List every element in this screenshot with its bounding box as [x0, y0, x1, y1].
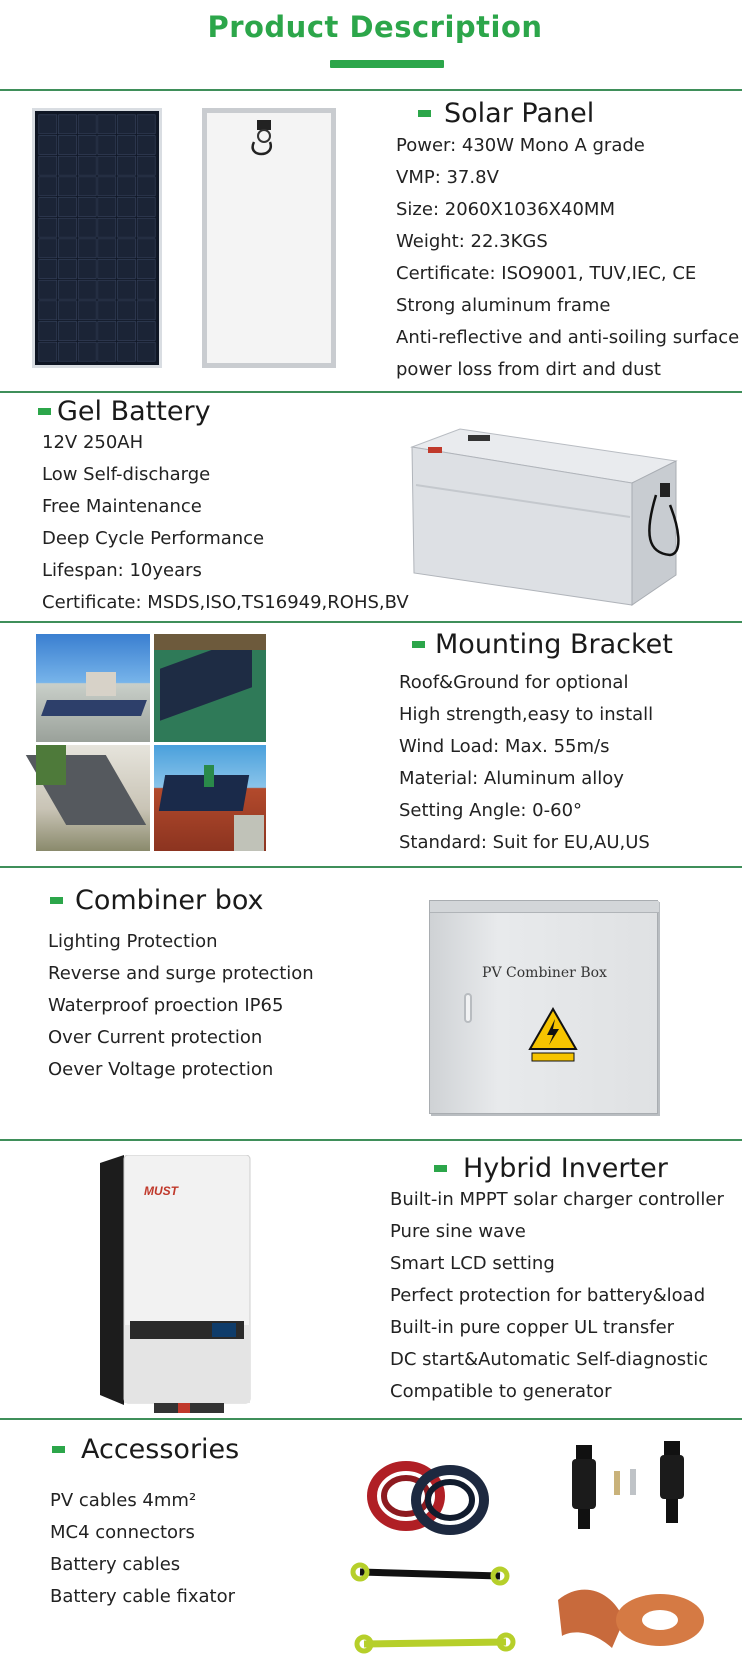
lock-handle-icon [464, 993, 472, 1023]
spec-line: Certificate: ISO9001, TUV,IEC, CE [396, 263, 697, 284]
hybrid-inverter-specs [390, 1184, 724, 1408]
mc4-connectors-image [560, 1435, 710, 1545]
spec-line: power loss from dirt and dust [396, 359, 661, 380]
spec-line: Oever Voltage protection [48, 1059, 274, 1080]
bracket-photo-tile-roof [154, 745, 266, 851]
spec-line: Compatible to generator [390, 1381, 612, 1402]
bullet-icon [418, 110, 431, 117]
bullet-icon [50, 897, 63, 904]
solar-panel-back-image [202, 108, 336, 368]
accessory-line: PV cables 4mm² [50, 1490, 197, 1511]
bullet-icon [52, 1446, 65, 1453]
accessories-list [50, 1485, 235, 1613]
spec-line: Built-in MPPT solar charger controller [390, 1189, 724, 1210]
mounting-bracket-specs [399, 667, 653, 859]
hybrid-inverter-title: Hybrid Inverter [463, 1153, 668, 1184]
spec-line: Lifespan: 10years [42, 560, 202, 581]
gel-battery-heading [38, 396, 211, 427]
battery-cables-image [350, 1560, 520, 1655]
spec-line: Weight: 22.3KGS [396, 231, 548, 252]
divider [0, 1418, 742, 1420]
accessories-title: Accessories [81, 1434, 240, 1465]
combiner-box-label: PV Combiner Box [482, 965, 607, 981]
spec-line: Built-in pure copper UL transfer [390, 1317, 675, 1338]
mounting-bracket-heading [412, 629, 673, 660]
divider [0, 621, 742, 623]
spec-line: 12V 250AH [42, 432, 144, 453]
gel-battery-specs [42, 427, 409, 619]
spec-line: Low Self-discharge [42, 464, 211, 485]
accessory-line: Battery cables [50, 1554, 181, 1575]
divider [0, 1139, 742, 1141]
bullet-icon [38, 408, 51, 415]
divider [0, 866, 742, 868]
bullet-icon [412, 641, 425, 648]
spec-line: VMP: 37.8V [396, 167, 499, 188]
spec-line: Lighting Protection [48, 931, 218, 952]
spec-line: Perfect protection for battery&load [390, 1285, 706, 1306]
spec-line: Material: Aluminum alloy [399, 768, 624, 789]
combiner-box-title: Combiner box [75, 885, 264, 916]
combiner-box-specs [48, 926, 314, 1086]
combiner-box-image [429, 900, 658, 1114]
spec-line: Standard: Suit for EU,AU,US [399, 832, 650, 853]
spec-line: DC start&Automatic Self-diagnostic [390, 1349, 709, 1370]
spec-line: Anti-reflective and anti-soiling surface [396, 327, 740, 348]
spec-line: Free Maintenance [42, 496, 202, 517]
solar-panel-heading [418, 98, 594, 129]
spec-line: Size: 2060X1036X40MM [396, 199, 615, 220]
spec-line: Deep Cycle Performance [42, 528, 265, 549]
spec-line: High strength,easy to install [399, 704, 654, 725]
solar-panel-title: Solar Panel [444, 98, 595, 129]
bracket-photo-ground [36, 745, 150, 851]
solar-panel-front-image [32, 108, 162, 368]
accessory-line: MC4 connectors [50, 1522, 195, 1543]
hybrid-inverter-image [94, 1155, 260, 1415]
inverter-brand: MUST [144, 1184, 178, 1198]
battery-cable-fixator-image [552, 1560, 712, 1655]
accessory-line: Battery cable fixator [50, 1586, 235, 1607]
bracket-photo-rooftop [36, 634, 150, 742]
spec-line: Over Current protection [48, 1027, 263, 1048]
solar-panel-specs [396, 130, 739, 386]
bracket-photo-metal-roof [154, 634, 266, 742]
gel-battery-image [408, 425, 688, 610]
pv-cables-image [358, 1446, 498, 1546]
spec-line: Strong aluminum frame [396, 295, 611, 316]
divider [0, 391, 742, 393]
combiner-box-heading [50, 885, 264, 916]
spec-line: Certificate: MSDS,ISO,TS16949,ROHS,BV [42, 592, 409, 613]
gel-battery-title: Gel Battery [57, 396, 211, 427]
hybrid-inverter-heading [434, 1153, 668, 1184]
spec-line: Setting Angle: 0-60° [399, 800, 583, 821]
divider [0, 89, 742, 91]
bullet-icon [434, 1165, 447, 1172]
spec-line: Waterproof proection IP65 [48, 995, 284, 1016]
title-underline [330, 60, 444, 68]
spec-line: Smart LCD setting [390, 1253, 555, 1274]
spec-line: Roof&Ground for optional [399, 672, 629, 693]
spec-line: Reverse and surge protection [48, 963, 314, 984]
mounting-bracket-title: Mounting Bracket [435, 629, 673, 660]
spec-line: Power: 430W Mono A grade [396, 135, 645, 156]
spec-line: Wind Load: Max. 55m/s [399, 736, 610, 757]
spec-line: Pure sine wave [390, 1221, 526, 1242]
warning-icon [528, 1007, 578, 1063]
title-block [0, 0, 750, 90]
page-title: Product Description [207, 10, 543, 44]
accessories-heading [52, 1434, 239, 1465]
